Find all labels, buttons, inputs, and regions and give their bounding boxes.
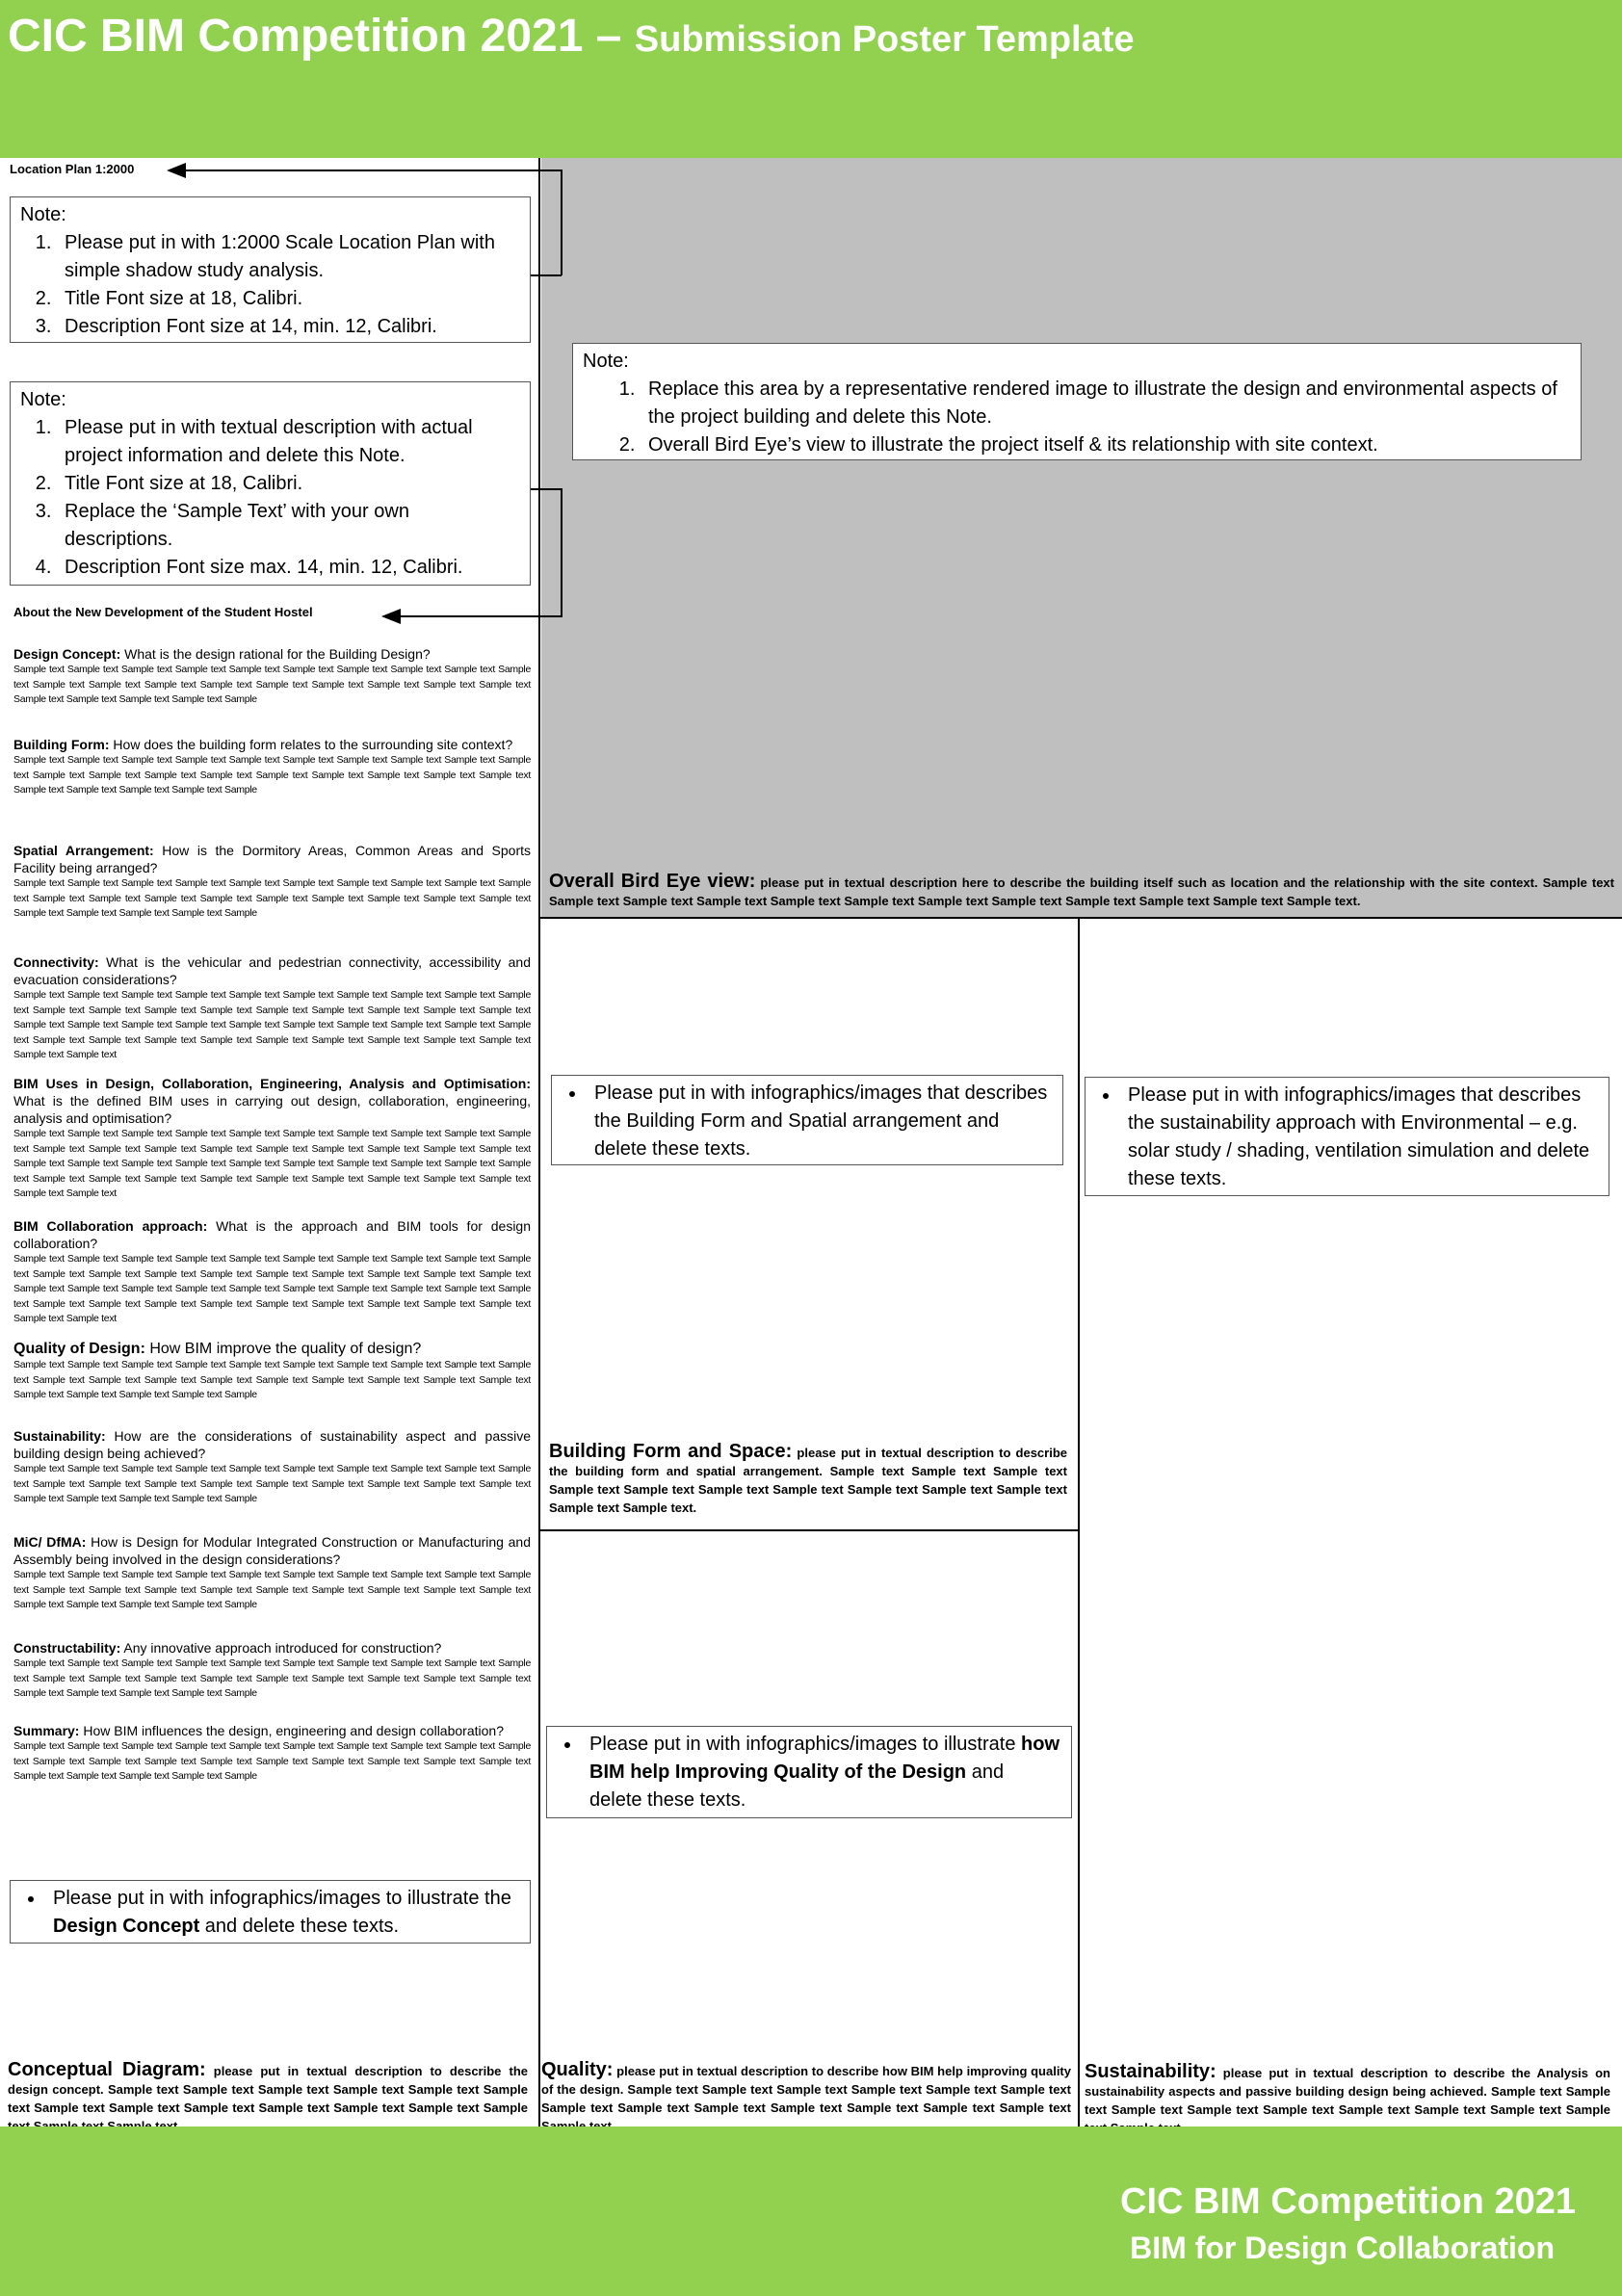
footer-subtitle: BIM for Design Collaboration bbox=[1130, 2231, 1555, 2265]
bird-eye-caption: Overall Bird Eye view: please put in textual description here to describe the building itself such as location and the relationship with the site context. Sample text Sample text Sample text Sample text Sample text Sample text Sample text Sample text Sample text Sample text Sample text Sample text. bbox=[549, 871, 1614, 908]
note-item: 4. Description Font size max. 14, min. 12, Calibri. bbox=[57, 554, 520, 582]
section-building-form: Building Form: How does the building form relates to the surrounding site context? Sample text Sample text Sample text Sample text Sample text Sample text Sample text Sample text Sample text Sample text Sample text Sample text Sample text Sample text Sample text Sample text Sample text Sample text Sample text Sample text Sample text Sample text Sample text Sample bbox=[13, 737, 531, 796]
note-title: Note: bbox=[583, 351, 629, 372]
note-title: Note: bbox=[20, 389, 66, 410]
quality-placeholder-box: • Please put in with infographics/images to illustrate how BIM help Improving Quality of the Design and delete these texts. bbox=[546, 1726, 1072, 1818]
poster-title: CIC BIM Competition 2021 – Submission Poster Template bbox=[8, 11, 1135, 62]
note-item: 2. Title Font size at 18, Calibri. bbox=[57, 285, 520, 313]
conceptual-diagram-caption: Conceptual Diagram: please put in textual description to describe the design concept. Sample text Sample text Sample text Sample text Sample text Sample text Sample text Sample text Sample text Sample text Sample text Sample text Sample bbox=[8, 2059, 528, 2115]
section-constructability: Constructability: Any innovative approach introduced for construction? Sample text Sample text Sample text Sample text Sample text Sample text Sample text Sample text Sample text Sample text Sample text Sample text Sample text Sample text Sample text Sample text Sample text Sample text Sample text Sample text Sample text Sample text Sample text Sample bbox=[13, 1640, 531, 1699]
section-bim-collaboration: BIM Collaboration approach: What is the approach and BIM tools for design collaboration? Sample text Sample text Sample text Sample text Sample text Sample text Sample text Sample text Sample text Sample text Sample text Sample text Sample text Sample text Sample text Sample text Sample text Sample text Sample text Sample text Sample text Sample text Sample text Sample text Sample text Sample text Sample text Sample text Sample text Sample text Sample text Sample text Sample text Sample text Sample text Sample text Sample text Sample text Sample text Sample text bbox=[13, 1218, 532, 1324]
hero-note bbox=[572, 343, 1582, 460]
design-concept-placeholder-box: • Please put in with infographics/images to illustrate the Design Concept and delete these texts. bbox=[10, 1880, 531, 1944]
building-form-caption: Building Form and Space: please put in textual description to describe the building form and spatial arrangement. Sample text Sample text Sample text Sample text Sample text Sample text Sample text Sample text Sample text Sample text Sample text Sample text. bbox=[549, 1441, 1068, 1515]
footer-title: CIC BIM Competition 2021 bbox=[1120, 2181, 1576, 2222]
note-item: 2. Overall Bird Eye’s view to illustrate the project itself & its relationship with site context. bbox=[641, 431, 1571, 459]
section-summary: Summary: How BIM influences the design, engineering and design collaboration? Sample text Sample text Sample text Sample text Sample text Sample text Sample text Sample text Sample text Sample text Sample text Sample text Sample text Sample text Sample text Sample text Sample text Sample text Sample text Sample text Sample text Sample text Sample text Sample bbox=[13, 1723, 531, 1782]
note-title: Note: bbox=[20, 204, 66, 225]
section-quality-of-design: Quality of Design: How BIM improve the quality of design? Sample text Sample text Sample text Sample text Sample text Sample text Sample text Sample text Sample text Sample text Sample text Sample text Sample text Sample text Sample text Sample text Sample text Sample text Sample text Sample text Sample text Sample text Sample text Sample bbox=[13, 1341, 531, 1400]
sustainability-placeholder-box: • Please put in with infographics/images that describes the sustainability approach with Environmental – e.g. solar study / shading, ventilation simulation and delete these texts. bbox=[1085, 1077, 1609, 1196]
note-item: 1. Please put in with 1:2000 Scale Location Plan with simple shadow study analysis. bbox=[57, 229, 520, 285]
poster-subtitle: Submission Poster Template bbox=[634, 19, 1135, 60]
note-item: 3. Replace the ‘Sample Text’ with your own descriptions. bbox=[57, 498, 520, 554]
quality-caption: Quality: please put in textual description to describe how BIM help improving quality of the design. Sample text Sample text Sample text Sample text Sample text Sample text Sample text Sample text Sample text Sample text Sample text Sample text Sample text bbox=[541, 2059, 1071, 2115]
note-item: 3. Description Font size at 14, min. 12, Calibri. bbox=[57, 313, 520, 341]
building-form-placeholder-box: • Please put in with infographics/images that describes the Building Form and Spatial arrangement and delete these texts. bbox=[551, 1075, 1063, 1165]
about-development-label: About the New Development of the Student Hostel bbox=[13, 605, 313, 619]
location-plan-label: Location Plan 1:2000 bbox=[10, 162, 135, 176]
note-item: 1. Replace this area by a representative rendered image to illustrate the design and environmental aspects of the project building and delete this Note. bbox=[641, 376, 1571, 431]
section-sustainability: Sustainability: How are the considerations of sustainability aspect and passive building design being achieved? Sample text Sample text Sample text Sample text Sample text Sample text Sample text Sample text Sample text Sample text Sample text Sample text Sample text Sample text Sample text Sample text Sample text Sample text Sample text Sample text Sample text Sample text Sample text Sample bbox=[13, 1428, 531, 1504]
section-mic-dfma: MiC/ DfMA: How is Design for Modular Integrated Construction or Manufacturing and Assembly being involved in the design considerations? Sample text Sample text Sample text Sample text Sample text Sample text Sample text Sample text Sample text Sample text Sample text Sample text Sample text Sample text Sample text Sample text Sample text Sample text Sample text Sample text Sample text Sample text Sample text Sample bbox=[13, 1534, 531, 1610]
section-connectivity: Connectivity: What is the vehicular and pedestrian connectivity, accessibility and evacuation considerations? Sample text Sample text Sample text Sample text Sample text Sample text Sample text Sample text Sample text Sample text Sample text Sample text Sample text Sample text Sample text Sample text Sample text Sample text Sample text Sample text Sample text Sample text Sample text Sample text Sample text Sample text Sample text Sample text Sample text Sample text Sample text Sample text Sample text Sample text Sample text Sample text Sample text Sample text Sample text Sample text bbox=[13, 954, 531, 1060]
section-bim-uses: BIM Uses in Design, Collaboration, Engineering, Analysis and Optimisation: What is the defined BIM uses in carrying out design, collaboration, engineering, analysis and optimisation? Sample text Sample text Sample text Sample text Sample text Sample text Sample text Sample text Sample text Sample text Sample text Sample text Sample text Sample text Sample text Sample text Sample text Sample text Sample text Sample text Sample text Sample text Sample text Sample text Sample text Sample text Sample text Sample text Sample text Sample text Sample text Sample text Sample text Sample text Sample text Sample text Sample text Sample text Sample text Sample text bbox=[13, 1076, 531, 1199]
section-spatial-arrangement: Spatial Arrangement: How is the Dormitory Areas, Common Areas and Sports Facility being arranged? Sample text Sample text Sample text Sample text Sample text Sample text Sample text Sample text Sample text Sample text Sample text Sample text Sample text Sample text Sample text Sample text Sample text Sample text Sample text Sample text Sample text Sample text Sample text Sample bbox=[13, 843, 531, 919]
section-design-concept: Design Concept: What is the design rational for the Building Design? Sample text Sample text Sample text Sample text Sample text Sample text Sample text Sample text Sample text Sample text Sample text Sample text Sample text Sample text Sample text Sample text Sample text Sample text Sample text Sample text Sample text Sample text Sample text Sample bbox=[13, 646, 531, 705]
note-item: 1. Please put in with textual description with actual project information and delete this Note. bbox=[57, 414, 520, 470]
note-item: 2. Title Font size at 18, Calibri. bbox=[57, 470, 520, 498]
sustainability-caption: Sustainability: please put in textual description to describe the Analysis on sustainability aspects and passive building design being achieved. Sample text Sample text Sample text Sample text Sample text Sample text Sample text Sample text Sample bbox=[1085, 2061, 1610, 2117]
